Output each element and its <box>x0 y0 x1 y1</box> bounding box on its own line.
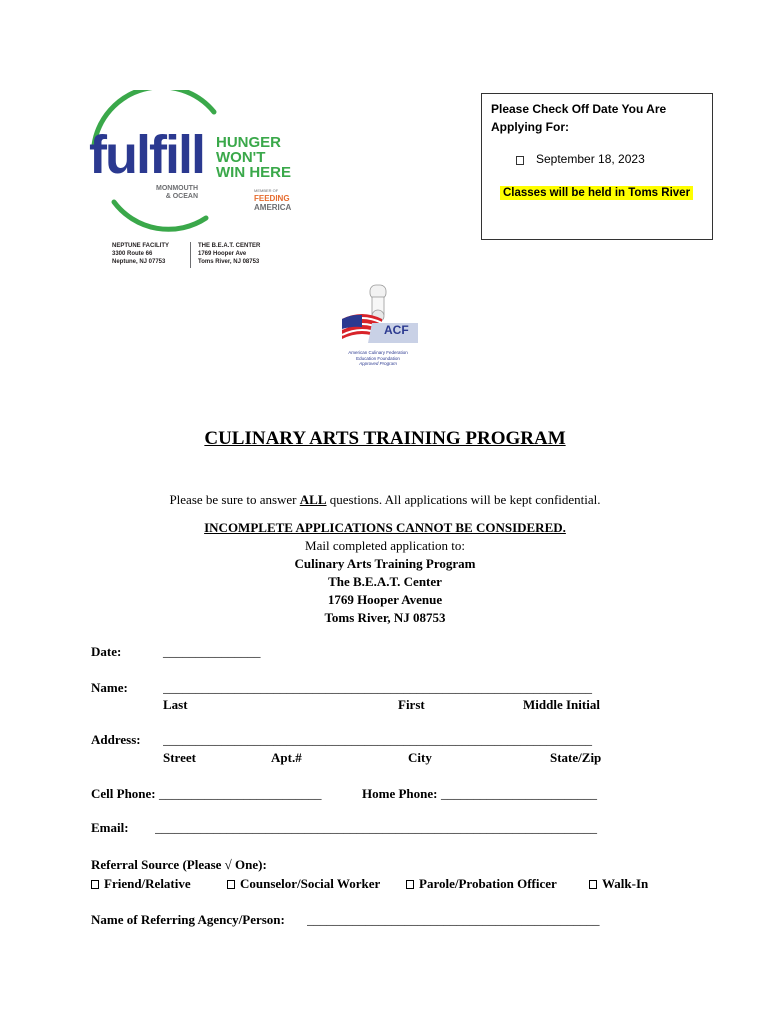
chef-flag-icon <box>332 283 424 353</box>
name-last-label: Last <box>163 697 188 712</box>
addr-city-label: City <box>408 750 432 765</box>
email-field[interactable]: ____________________________________________________________________ <box>155 820 597 835</box>
name-first-label: First <box>398 697 425 712</box>
cell-phone-label: Cell Phone: <box>91 786 156 801</box>
panel-title: Please Check Off Date You Are Applying For: <box>491 102 667 134</box>
checkbox-icon[interactable] <box>406 880 414 889</box>
mail-address-line-3: 1769 Hooper Avenue <box>327 592 443 607</box>
referring-agency-field[interactable]: _____________________________________________ <box>307 912 600 927</box>
checkbox-icon[interactable] <box>91 880 99 889</box>
date-option-label: September 18, 2023 <box>536 152 645 166</box>
date-label: Date: <box>91 644 122 659</box>
address-field[interactable]: __________________________________________________________________ <box>163 732 592 747</box>
referral-option-walkin[interactable]: Walk-In <box>589 876 648 892</box>
home-phone-field[interactable]: ________________________ <box>441 786 597 801</box>
addr-apt-label: Apt.# <box>271 750 302 765</box>
instructions-note: Please be sure to answer ALL questions. All applications will be kept confidential. <box>169 492 601 507</box>
name-field[interactable]: __________________________________________________________________ <box>163 680 592 695</box>
mail-address-line-2: The B.E.A.T. Center <box>328 574 442 589</box>
mail-address-line-1: Culinary Arts Training Program <box>294 556 476 571</box>
referral-label: Referral Source (Please √ One): <box>91 857 267 872</box>
address-label: Address: <box>91 732 141 747</box>
acf-logo <box>332 283 424 375</box>
member-of-label: MEMBER OF <box>254 188 279 193</box>
date-checkbox[interactable] <box>516 156 524 165</box>
addr-state-label: State/Zip <box>550 750 602 765</box>
home-phone-label: Home Phone: <box>362 786 438 801</box>
email-label: Email: <box>91 820 129 835</box>
acf-caption: American Culinary Federation Education Foundation Approved Program <box>348 350 408 366</box>
mail-address-line-4: Toms River, NJ 08753 <box>324 610 446 625</box>
feeding-america-logo: FEEDING AMERICA <box>254 194 292 212</box>
incomplete-warning: INCOMPLETE APPLICATIONS CANNOT BE CONSIDERED. <box>204 520 566 535</box>
mail-to-label: Mail completed application to: <box>305 538 465 553</box>
referral-option-counselor[interactable]: Counselor/Social Worker <box>227 876 380 892</box>
neptune-facility-address: NEPTUNE FACILITY 3300 Route 66 Neptune, NJ 07753 <box>112 243 170 265</box>
facility-divider <box>190 242 191 268</box>
date-field[interactable]: _______________ <box>163 644 261 659</box>
checkbox-icon[interactable] <box>589 880 597 889</box>
referral-option-parole[interactable]: Parole/Probation Officer <box>406 876 557 892</box>
page-title: CULINARY ARTS TRAINING PROGRAM <box>204 428 566 449</box>
name-label: Name: <box>91 680 128 695</box>
logo-brand: fulfill <box>89 125 204 185</box>
logo-tagline: HUNGER WON'T WIN HERE <box>216 134 291 181</box>
acf-abbr: ACF <box>384 323 409 337</box>
location-note: Classes will be held in Toms River <box>500 186 693 200</box>
fulfill-logo <box>86 90 306 270</box>
name-middle-label: Middle Initial <box>523 697 600 712</box>
referring-agency-label: Name of Referring Agency/Person: <box>91 912 285 927</box>
beat-center-address: THE B.E.A.T. CENTER 1769 Hooper Ave Toms River, NJ 08753 <box>198 243 261 265</box>
cell-phone-field[interactable]: _________________________ <box>159 786 322 801</box>
addr-street-label: Street <box>163 750 196 765</box>
date-selection-panel <box>481 93 713 240</box>
referral-option-friend[interactable]: Friend/Relative <box>91 876 191 892</box>
logo-subtitle: MONMOUTH & OCEAN <box>156 185 198 200</box>
checkbox-icon[interactable] <box>227 880 235 889</box>
